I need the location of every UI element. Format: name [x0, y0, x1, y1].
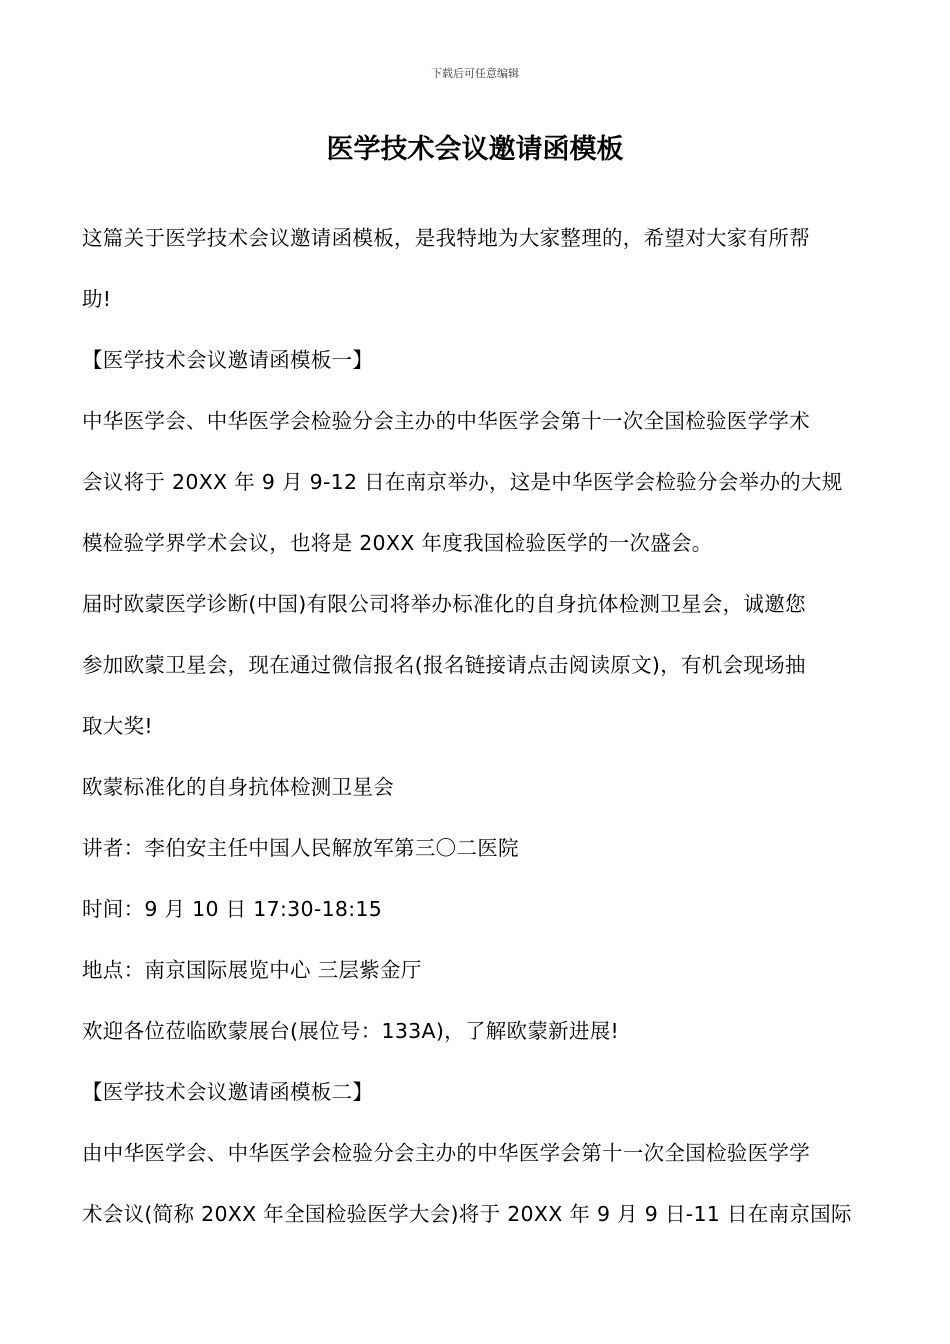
text-line: 时间：9 月 10 日 17:30-18:15: [82, 897, 383, 921]
time-line: [82, 879, 872, 940]
text-line: 模检验学界学术会议，也将是 20XX 年度我国检验医学的一次盛会。: [82, 531, 713, 555]
text-line: 会议将于 20XX 年 9 月 9-12 日在南京举办，这是中华医学会检验分会举办的大规: [82, 470, 843, 494]
text-line: 由中华医学会、中华医学会检验分会主办的中华医学会第十一次全国检验医学学: [82, 1141, 810, 1165]
header-note: 下载后可任意编辑: [431, 67, 519, 80]
speaker-line: [82, 818, 872, 879]
intro-paragraph: [82, 208, 872, 330]
text-line: 助!: [82, 287, 112, 311]
text-line: 欢迎各位莅临欧蒙展台(展位号：133A)，了解欧蒙新进展!: [82, 1019, 620, 1043]
booth-welcome-line: [82, 1001, 872, 1062]
text-line: 中华医学会、中华医学会检验分会主办的中华医学会第十一次全国检验医学学术: [82, 409, 810, 433]
text-line: 讲者：李伯安主任中国人民解放军第三〇二医院: [82, 836, 519, 860]
text-line: 【医学技术会议邀请函模板二】: [82, 1080, 374, 1104]
text-line: 地点：南京国际展览中心 三层紫金厅: [82, 958, 422, 982]
meeting-paragraph-two: [82, 1123, 872, 1245]
text-line: 【医学技术会议邀请函模板一】: [82, 348, 374, 372]
text-line: 取大奖!: [82, 714, 153, 738]
section-heading-two: [82, 1062, 872, 1123]
text-line: 欧蒙标准化的自身抗体检测卫星会: [82, 775, 394, 799]
section-heading-one: [82, 330, 872, 391]
satellite-invite-paragraph: [82, 574, 872, 757]
text-line: 参加欧蒙卫星会，现在通过微信报名(报名链接请点击阅读原文)，有机会现场抽: [82, 653, 806, 677]
meeting-paragraph: [82, 391, 872, 574]
document-body: [82, 208, 872, 1245]
text-line: 届时欧蒙医学诊断(中国)有限公司将举办标准化的自身抗体检测卫星会，诚邀您: [82, 592, 806, 616]
text-line: 这篇关于医学技术会议邀请函模板，是我特地为大家整理的，希望对大家有所帮: [82, 226, 810, 250]
satellite-title: [82, 757, 872, 818]
text-line: 术会议(简称 20XX 年全国检验医学大会)将于 20XX 年 9 月 9 日-11 日在南京国际: [82, 1202, 852, 1226]
location-line: [82, 940, 872, 1001]
document-title: 医学技术会议邀请函模板: [326, 134, 624, 165]
